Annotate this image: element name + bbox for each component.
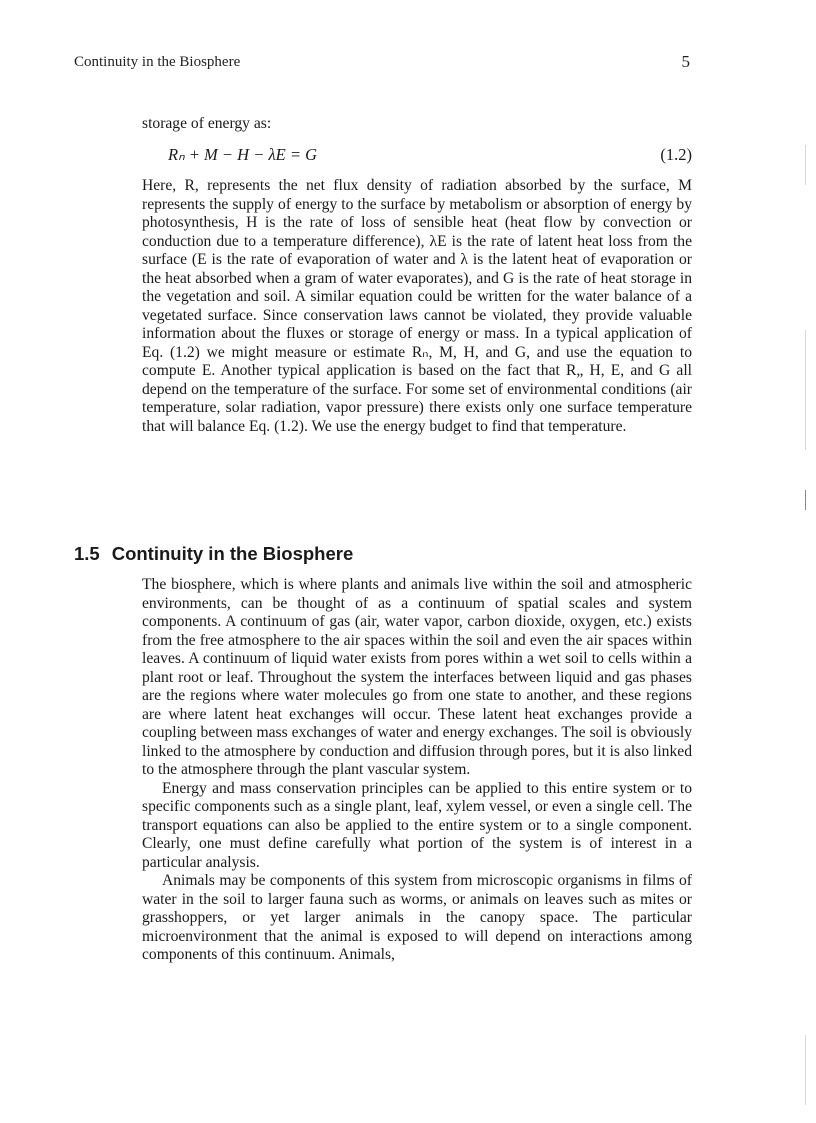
section-paragraph: The biosphere, which is where plants and animals live within the soil and atmospheric environments, can be thought of as a continuum of spatial scales and system components. A continuum of gas (air, water vapor, carbon dioxide, oxygen, etc.) exists from the free atmosphere to the air spaces within the soil and even the air spaces within leaves. A continuum of liquid water exists from pores within a wet soil to cells within a plant root or leaf. Throughout the system the interfaces between liquid and gas phases are the regions where water molecules go from one state to another, and these regions are where latent heat exchanges will occur. These latent heat exchanges provide a coupling between mass exchanges of water and energy exchanges. The soil is obviously linked to the atmosphere by conduction and diffusion through pores, but it is also linked to the atmosphere through the plant vascular system. [142,576,692,778]
scan-margin-mark [805,490,806,510]
section-number: 1.5 [74,543,100,564]
page-number: 5 [681,52,690,71]
paragraph-energy-budget: Here, R, represents the net flux density of radiation absorbed by the surface, M represents the supply of energy to the surface by metabolism or absorption of energy by photosynthesis, H is the rate of loss of sensible heat (heat flow by convection or conduction due to a temperature difference), λE is the rate of latent heat loss from the surface (E is the rate of evaporation of water and λ is the latent heat of evaporation or the heat absorbed when a gram of water evaporates), and G is the rate of heat storage in the vegetation and soil. A similar equation could be written for the water balance of a vegetated surface. Since conservation laws cannot be violated, they provide valuable information about the fluxes or storage of energy or mass. In a typical application of Eq. (1.2) we might measure or estimate Rₙ, M, H, and G, and use the equation to compute E. Another typical application is based on the fact that R„ H, E, and G all depend on the temperature of the surface. For some set of environmental conditions (air temperature, solar radiation, vapor pressure) there exists only one surface temperature that will balance Eq. (1.2). We use the energy budget to find that temperature. [142,177,692,435]
scan-margin-line [805,330,806,450]
scan-margin-line [805,1035,806,1105]
scan-margin-line [805,145,806,185]
section-paragraph: Energy and mass conservation principles can be applied to this entire system or to specific components such as a single plant, leaf, xylem vessel, or even a single cell. The transport equations can also be applied to the entire system or to a single component. Clearly, one must define carefully what portion of the system is of interest in a particular analysis. [142,779,692,871]
equation-1-2 [168,145,692,165]
equation-expression: Rₙ + M − H − λE = G [168,145,317,164]
lead-text: storage of energy as: [142,115,272,132]
section-title: Continuity in the Biosphere [111,543,354,564]
section-heading [74,543,353,565]
equation-number: (1.2) [660,145,692,164]
section-body [142,576,692,965]
running-title: Continuity in the Biosphere [74,54,241,70]
section-paragraph: Animals may be components of this system from microscopic organisms in films of water in the soil to larger fauna such as worms, or animals on leaves such as mites or grasshoppers, or yet larger animals in the canopy space. The particular microenvironment that the animal is exposed to will depend on interactions among components of this continuum. Animals, [142,872,692,963]
